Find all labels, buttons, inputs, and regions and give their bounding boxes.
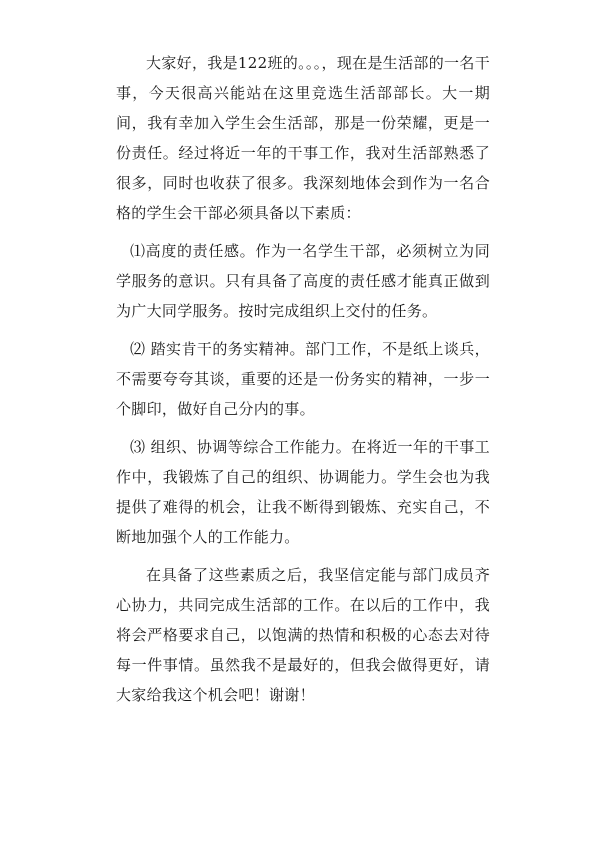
closing-paragraph: 在具备了这些素质之后，我坚信定能与部门成员齐心协力，共同完成生活部的工作。在以后的工作中，我将会严格要求自己，以饱满的热情和积极的心态去对待每一件事情。虽然我不是最好的，但我会做得更好，请大家给我这个机会吧！谢谢！ [116, 566, 490, 704]
quality-item-coordination: ⑶ 组织、协调等综合工作能力。在将近一年的干事工作中，我锻炼了自己的组织、协调能力。学生会也为我提供了难得的机会，让我不断得到锻炼、充实自己，不断地加强个人的工作能力。 [116, 438, 490, 546]
intro-paragraph: 大家好，我是122班的。。。，现在是生活部的一名干事，今天很高兴能站在这里竞选生活部部长。大一期间，我有幸加入学生会生活部，那是一份荣耀，更是一份责任。经过将近一年的干事工作，我对生活部熟悉了很多，同时也收获了很多。我深刻地体会到作为一名合格的学生会干部必须具备以下素质： [116, 54, 490, 222]
quality-item-responsibility: ⑴高度的责任感。作为一名学生干部，必须树立为同学服务的意识。只有具备了高度的责任感才能真正做到为广大同学服务。按时完成组织上交付的任务。 [116, 242, 490, 320]
quality-item-pragmatism: ⑵ 踏实肯干的务实精神。部门工作，不是纸上谈兵，不需要夸夸其谈，重要的还是一份务实的精神，一步一个脚印，做好自己分内的事。 [116, 340, 490, 418]
